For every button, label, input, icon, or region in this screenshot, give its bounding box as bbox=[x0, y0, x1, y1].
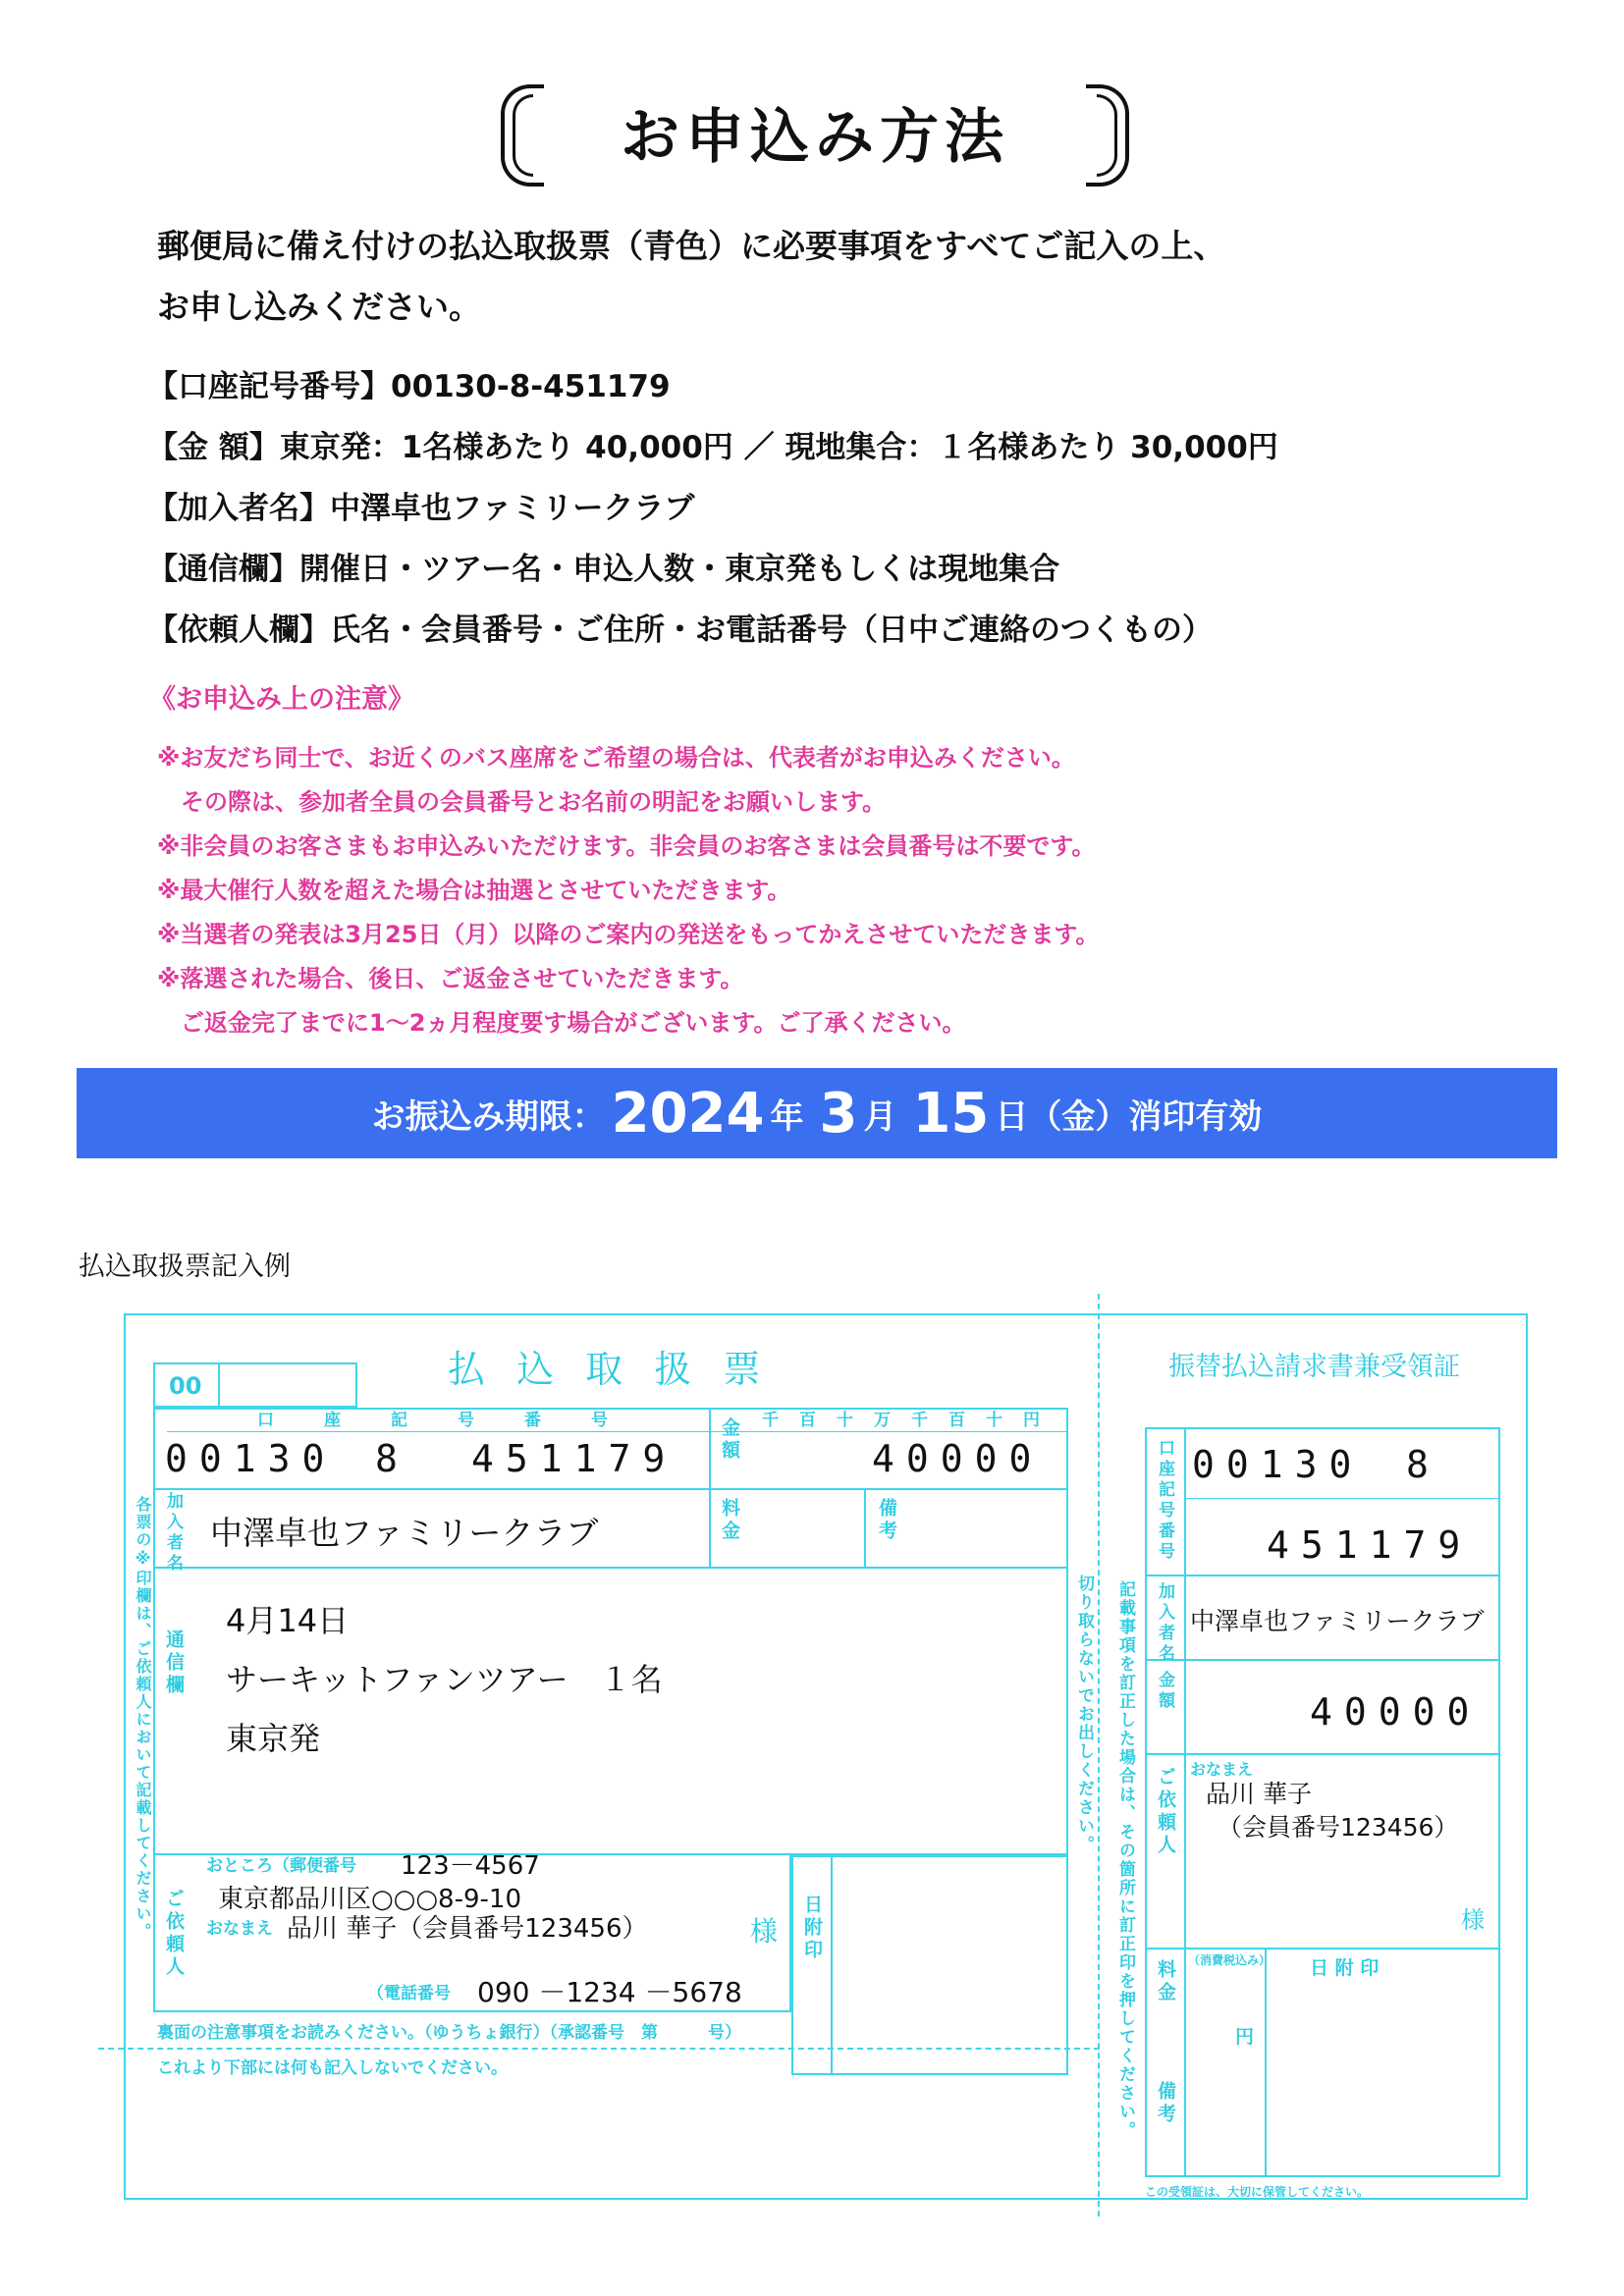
amount-unit: 百 bbox=[799, 1411, 816, 1430]
receipt-row-divider bbox=[1145, 1575, 1500, 1576]
cut-line-vertical bbox=[1098, 1294, 1100, 2216]
account-header-line bbox=[167, 1431, 1066, 1432]
account-number: 451179 bbox=[471, 1437, 677, 1480]
example-label: 払込取扱票記入例 bbox=[79, 1252, 291, 1282]
fee-remarks-divider bbox=[864, 1488, 866, 1569]
receipt-row-divider bbox=[1145, 1948, 1500, 1949]
info-client bbox=[147, 605, 1213, 649]
note-line: ※当選者の発表は3月25日（月）以降のご案内の発送をもってかえさせていただきます。 bbox=[157, 921, 1100, 948]
top-code-divider bbox=[218, 1362, 220, 1408]
name-label: おなまえ bbox=[206, 1919, 273, 1939]
communication-line: 東京発 bbox=[226, 1720, 321, 1757]
account-row-divider bbox=[153, 1488, 709, 1490]
client-name: 品川 華子（会員番号123456） bbox=[287, 1914, 648, 1944]
receipt-name: 品川 華子 bbox=[1206, 1780, 1312, 1808]
fee-label: 料金 bbox=[719, 1498, 740, 1543]
client-label: ご依頼人 bbox=[163, 1889, 185, 1979]
page-title: お申込み方法 bbox=[621, 103, 1009, 172]
amount-unit: 円 bbox=[1023, 1411, 1040, 1430]
receipt-amount: 40000 bbox=[1310, 1690, 1482, 1734]
title-left-bracket bbox=[501, 84, 544, 187]
phone-label: （電話番号 bbox=[367, 1984, 451, 2003]
info-communication bbox=[147, 544, 1059, 588]
note-line: ※非会員のお客さまもお申込みいただけます。非会員のお客さまは会員番号は不要です。 bbox=[157, 832, 1096, 860]
amount-label: 金額 bbox=[719, 1417, 740, 1463]
subscriber-name: 中澤卓也ファミリークラブ bbox=[210, 1514, 599, 1552]
deadline-prefix: お振込み期限： bbox=[371, 1096, 606, 1137]
info-communication-value: 開催日・ツアー名・申込人数・東京発もしくは現地集合 bbox=[299, 552, 1060, 587]
info-account-label: 【口座記号番号】 bbox=[147, 369, 391, 404]
amount-unit: 十 bbox=[837, 1411, 853, 1430]
info-subscriber-value: 中澤卓也ファミリークラブ bbox=[330, 491, 695, 526]
deadline-year-unit: 年 bbox=[770, 1096, 804, 1137]
receipt-stamp-divider bbox=[1265, 1948, 1267, 2177]
account-header-cell: 号 bbox=[591, 1411, 608, 1430]
receipt-account-line bbox=[1184, 1498, 1500, 1499]
phone-number: 090 －1234 －5678 bbox=[477, 1976, 742, 2008]
account-header-cell: 号 bbox=[458, 1411, 474, 1430]
receipt-account-label: 口座記号番号 bbox=[1155, 1439, 1174, 1563]
note-line: ※最大催行人数を超えた場合は抽選とさせていただきます。 bbox=[157, 877, 791, 904]
account-header-cell: 記 bbox=[391, 1411, 407, 1430]
deadline-day-unit: 日（金）消印有効 bbox=[995, 1096, 1263, 1137]
date-stamp-divider bbox=[831, 1855, 833, 2075]
amount-unit: 千 bbox=[911, 1411, 928, 1430]
receipt-subscriber-label: 加入者名 bbox=[1155, 1582, 1174, 1665]
receipt-keep-note: この受領証は、大切に保管してください。 bbox=[1145, 2185, 1370, 2199]
amount-row-divider bbox=[709, 1488, 1068, 1490]
intro-line-1: 郵便局に備え付けの払込取扱票（青色）に必要事項をすべてご記入の上、 bbox=[157, 227, 1226, 265]
sama-label: 様 bbox=[750, 1915, 779, 1948]
receipt-row-divider bbox=[1145, 1659, 1500, 1661]
receipt-member: （会員番号123456） bbox=[1218, 1813, 1459, 1842]
info-subscriber bbox=[147, 483, 694, 527]
receipt-title: 振替払込請求書兼受領証 bbox=[1168, 1352, 1460, 1382]
account-check: 8 bbox=[375, 1437, 409, 1480]
account-header-cell: 座 bbox=[324, 1411, 341, 1430]
receipt-client-label: ご依頼人 bbox=[1155, 1767, 1176, 1857]
receipt-sama: 様 bbox=[1461, 1906, 1485, 1934]
account-prefix: 00130 bbox=[165, 1437, 337, 1480]
receipt-check: 8 bbox=[1406, 1443, 1440, 1486]
receipt-label-column bbox=[1184, 1427, 1186, 2177]
communication-line: 4月14日 bbox=[226, 1602, 350, 1639]
intro-line-2: お申し込みください。 bbox=[157, 288, 481, 326]
amount-unit: 十 bbox=[986, 1411, 1002, 1430]
receipt-fee-label: 料金 bbox=[1155, 1959, 1176, 2004]
receipt-remarks-label: 備考 bbox=[1155, 2081, 1176, 2126]
receipt-side-note: 記載事項を訂正した場合は、その箇所に訂正印を押してください。 bbox=[1115, 1580, 1135, 2140]
date-stamp-label: 日附印 bbox=[801, 1895, 823, 1962]
amount-value: 40000 bbox=[872, 1437, 1044, 1480]
bottom-note-1: 裏面の注意事項をお読みください。（ゆうちょ銀行）（承認番号 第 号） bbox=[157, 2023, 741, 2043]
title-right-bracket bbox=[1086, 84, 1129, 187]
receipt-name-label: おなまえ bbox=[1190, 1760, 1254, 1779]
communication-label: 通信欄 bbox=[163, 1629, 185, 1697]
address-label: おところ（郵便番号 bbox=[206, 1856, 356, 1876]
note-line: ※お友だち同士で、お近くのバス座席をご希望の場合は、代表者がお申込みください。 bbox=[157, 744, 1075, 772]
deadline-day: 15 bbox=[912, 1081, 990, 1146]
account-header-cell: 番 bbox=[524, 1411, 541, 1430]
deadline-banner bbox=[77, 1068, 1557, 1158]
info-client-label: 【依頼人欄】 bbox=[147, 613, 330, 648]
info-subscriber-label: 【加入者名】 bbox=[147, 491, 330, 526]
info-amount-label: 【金 額】 bbox=[147, 430, 280, 465]
title-frame bbox=[501, 84, 1129, 183]
left-side-note: 各票の※印欄は、ご依頼人において記載してください。 bbox=[134, 1496, 152, 1941]
receipt-prefix: 00130 bbox=[1192, 1443, 1364, 1486]
info-amount-value: 東京発：1名様あたり 40,000円 ／ 現地集合：１名様あたり 30,000円 bbox=[279, 430, 1278, 465]
deadline-year: 2024 bbox=[611, 1081, 765, 1146]
communication-line: サーキットファンツアー １名 bbox=[226, 1661, 663, 1698]
note-line: ※落選された場合、後日、ご返金させていただきます。 bbox=[157, 965, 744, 992]
receipt-fee-small: （消費税込み） bbox=[1188, 1953, 1272, 1967]
deadline-month: 3 bbox=[819, 1081, 858, 1146]
mid-side-note: 切り取らないでお出しください。 bbox=[1074, 1575, 1094, 1854]
receipt-number: 451179 bbox=[1267, 1523, 1473, 1567]
postal-code: 123－4567 bbox=[401, 1851, 540, 1881]
info-account bbox=[147, 361, 671, 405]
receipt-yen: 円 bbox=[1235, 2026, 1255, 2048]
remarks-label: 備考 bbox=[876, 1498, 897, 1543]
receipt-subscriber: 中澤卓也ファミリークラブ bbox=[1190, 1607, 1485, 1635]
date-stamp-box bbox=[791, 1855, 1068, 2075]
address: 東京都品川区○○○8-9-10 bbox=[218, 1885, 521, 1914]
info-client-value: 氏名・会員番号・ご住所・お電話番号（日中ご連絡のつくもの） bbox=[330, 613, 1213, 648]
slip-title: 払 込 取 扱 票 bbox=[448, 1348, 771, 1391]
receipt-date-stamp: 日 附 印 bbox=[1310, 1957, 1380, 1979]
subscriber-label: 加入者名 bbox=[163, 1492, 183, 1575]
notes-heading: 《お申込み上の注意》 bbox=[149, 684, 414, 715]
receipt-row-divider bbox=[1145, 1753, 1500, 1755]
note-line: ご返金完了までに1〜2ヵ月程度要す場合がございます。ご了承ください。 bbox=[157, 1009, 966, 1037]
info-amount bbox=[147, 422, 1278, 466]
amount-unit: 千 bbox=[762, 1411, 779, 1430]
note-line: その際は、参加者全員の会員番号とお名前の明記をお願いします。 bbox=[157, 788, 887, 816]
bottom-note-2: これより下部には何も記入しないでください。 bbox=[157, 2058, 508, 2078]
top-code: 00 bbox=[169, 1372, 202, 1400]
deadline-month-unit: 月 bbox=[863, 1096, 897, 1137]
info-account-value: 00130-8-451179 bbox=[391, 369, 671, 404]
receipt-amount-label: 金額 bbox=[1155, 1671, 1174, 1712]
account-header-cell: 口 bbox=[257, 1411, 274, 1430]
amount-unit: 百 bbox=[948, 1411, 965, 1430]
amount-unit: 万 bbox=[874, 1411, 891, 1430]
info-communication-label: 【通信欄】 bbox=[147, 552, 299, 587]
